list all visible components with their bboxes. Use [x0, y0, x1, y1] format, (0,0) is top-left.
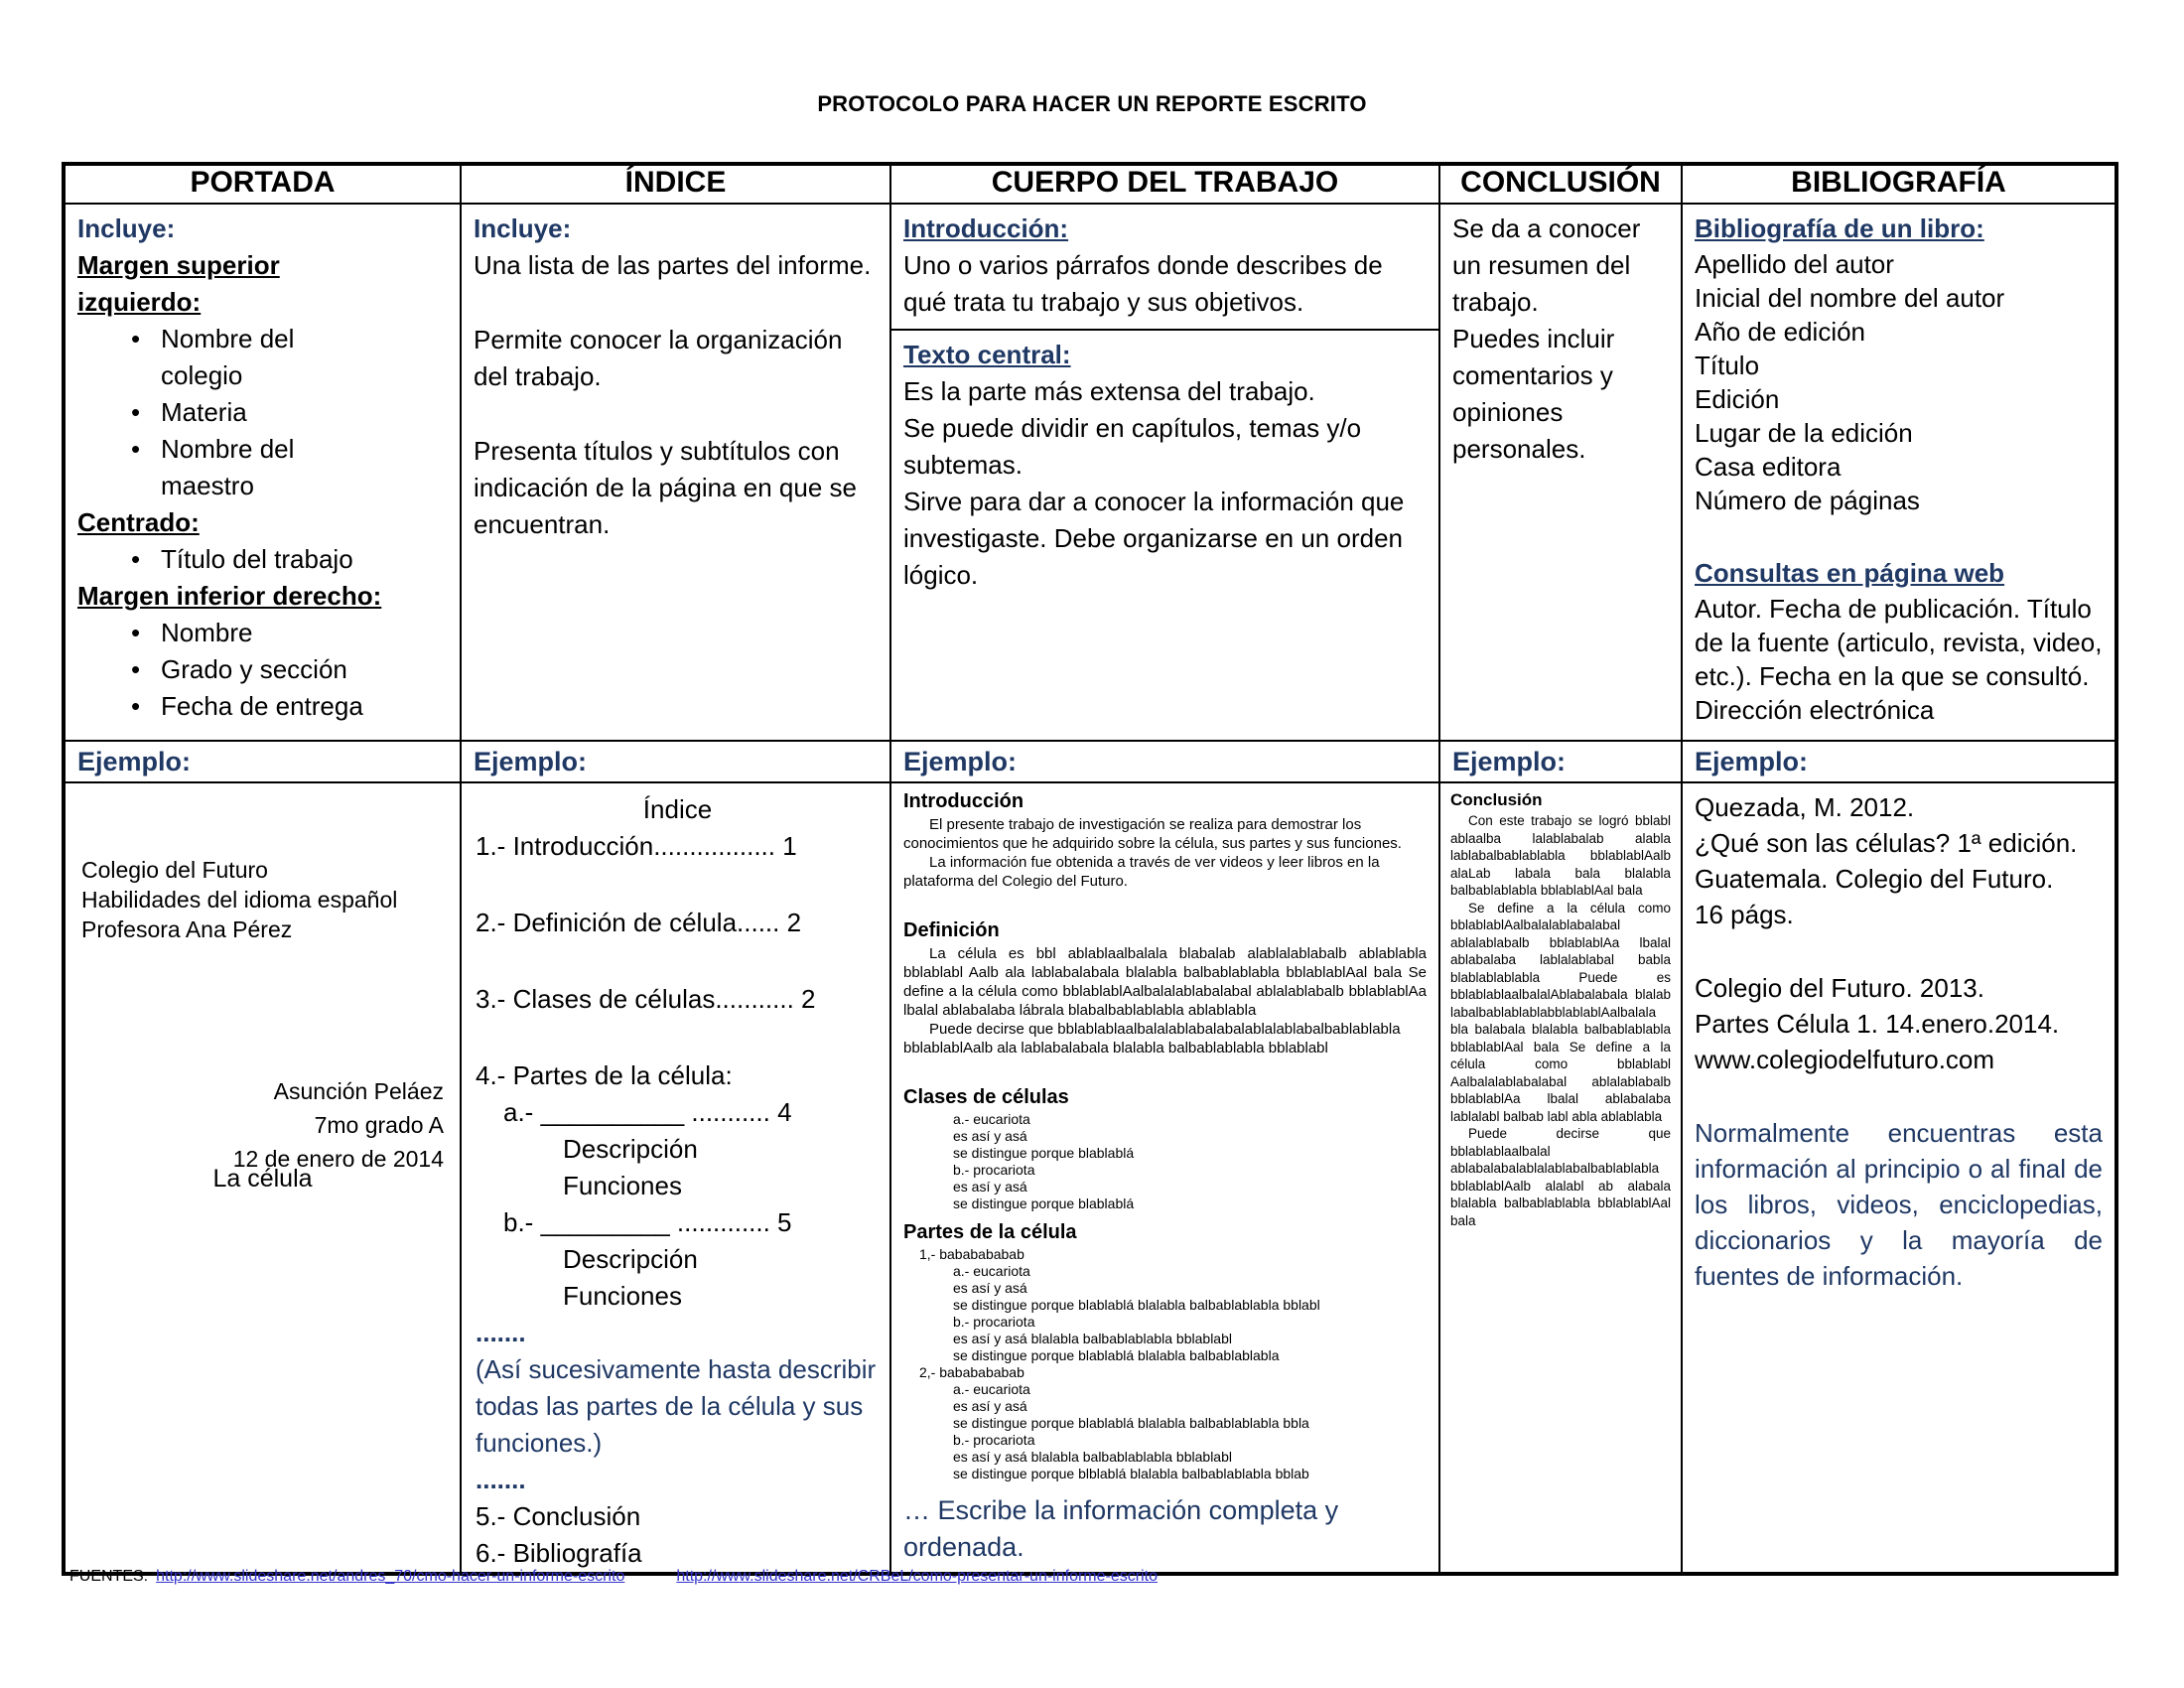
col-header-indice: ÍNDICE	[461, 164, 890, 204]
indice-ejemplo-cell	[461, 741, 890, 782]
bibliografia-instructions-cell	[1682, 204, 2116, 741]
indice-paragraph: Permite conocer la organización del trabajo.	[474, 325, 843, 391]
cuerpo-example-parte2-lines	[903, 1381, 1427, 1482]
cuerpo-example-line: se distingue porque blablablá blalabla balbablablabla bblabl	[953, 1297, 1320, 1313]
portada-example-author-block	[233, 1074, 444, 1176]
cuerpo-texto-central-section	[891, 331, 1438, 598]
bibliografia-libro-field: Título	[1695, 351, 1760, 380]
portada-example-school-block	[81, 855, 460, 944]
cuerpo-example-line: se distingue porque blablablá blalabla balbablablabla bbla	[953, 1415, 1309, 1431]
col-header-bibliografia: BIBLIOGRAFÍA	[1682, 164, 2116, 204]
bibliografia-example-line: 16 págs.	[1695, 900, 1794, 929]
conclusion-ejemplo-label: Ejemplo:	[1452, 747, 1567, 776]
cuerpo-example-line: es así y asá blalabla balbablablabla bblablabl	[953, 1449, 1232, 1465]
ejemplo-label-row	[64, 741, 2116, 782]
portada-instructions-cell	[64, 204, 461, 741]
header-row	[64, 164, 2116, 204]
bibliografia-libro-field: Lugar de la edición	[1695, 418, 1913, 448]
indice-ejemplo-label: Ejemplo:	[474, 747, 588, 776]
cuerpo-example-partes-heading: Partes de la célula	[903, 1221, 1077, 1243]
indice-paragraph: Una lista de las partes del informe.	[474, 250, 872, 280]
cuerpo-example-paragraph: La célula es bbl ablablaalbalala blabalab alablalablabalb ablablabla bblablabl Aalb ala lablabalabala blalabla balbablablabla bblablablAal bala Se define a la célula como bblablablAalbalalablabalabal ablalablabalb bblablablAa lbalal ablabalaba lábrala blabalbablablabla ablablabla	[903, 945, 1427, 1019]
portada-margen-inferior-list	[77, 615, 448, 725]
indice-example-entry: 5.- Conclusión	[476, 1501, 641, 1531]
cuerpo-example-line: a.- eucariota	[953, 1111, 1030, 1127]
bibliografia-example-line: Guatemala. Colegio del Futuro.	[1695, 864, 2054, 894]
cuerpo-example-parte2-label: 2,- bababababab	[919, 1364, 1024, 1380]
indice-paragraph: Presenta títulos y subtítulos con indicación de la página en que se encuentran.	[474, 436, 857, 539]
indice-example-sub-a-lines	[476, 1131, 880, 1204]
conclusion-instructions-cell	[1439, 204, 1682, 741]
conclusion-example-paragraph: Se define a la célula como bblablablAalbalalablabalabal ablalablabalb bblablablAa lbalal ablabalaba lablalablabal babla blablablablabla Puede es bblablablaalbalalAblabalabala blalab labalbablablablabblablablAalbalala bla balabala blalabla balbablablabla bblablablAal bala Se define a la célula como bblablabl Aalbalalablabalabal ablalablabalb bblablablAa lbalal ablabalaba lablalabl balbab labl abla ablablabla	[1450, 900, 1671, 1124]
bibliografia-libro-field: Inicial del nombre del autor	[1695, 283, 2005, 313]
bullet-item: • Materia	[129, 394, 374, 431]
col-header-cuerpo: CUERPO DEL TRABAJO	[890, 164, 1439, 204]
portada-example-author-line: 12 de enero de 2014	[232, 1146, 444, 1172]
conclusion-paragraph: Se da a conocer un resumen del trabajo.	[1452, 213, 1641, 317]
portada-example-author-line: Asunción Peláez	[273, 1078, 444, 1104]
cuerpo-example-line: se distingue porque blablablá blalabla balbablablabla	[953, 1347, 1280, 1363]
bibliografia-libro-heading: Bibliografía de un libro:	[1695, 213, 1984, 243]
indice-instructions-cell	[461, 204, 890, 741]
portada-incluye-label: Incluye:	[77, 213, 176, 243]
bibliografia-example-book-block	[1695, 789, 2103, 932]
indice-example-entry: 2.- Definición de célula...... 2	[476, 908, 802, 937]
spacer	[903, 891, 1427, 911]
col-header-conclusion: CONCLUSIÓN	[1439, 164, 1682, 204]
bibliografia-libro-field: Apellido del autor	[1695, 249, 1894, 279]
indice-example-dots: .......	[476, 1465, 526, 1494]
bibliografia-ejemplo-label: Ejemplo:	[1695, 747, 1809, 776]
portada-example-author-line: 7mo grado A	[314, 1112, 444, 1138]
source-link-1[interactable]: http://www.slideshare.net/andres_70/cmo-hacer-un-informe-escrito	[156, 1568, 625, 1585]
spacer	[1695, 932, 2103, 970]
indice-example-cell	[461, 782, 890, 1574]
cuerpo-instructions-cell	[890, 204, 1439, 741]
instructions-row	[64, 204, 2116, 741]
bibliografia-libro-field: Edición	[1695, 384, 1780, 414]
cuerpo-example-line: a.- eucariota	[953, 1263, 1030, 1279]
portada-ejemplo-label: Ejemplo:	[77, 747, 192, 776]
bibliografia-libro-fields	[1695, 247, 2103, 517]
portada-margen-superior-list	[77, 321, 448, 504]
bibliografia-libro-field: Año de edición	[1695, 317, 1866, 347]
bullet-item: • Grado y sección	[129, 651, 374, 688]
indice-example-entry: 6.- Bibliografía	[476, 1538, 642, 1568]
cuerpo-example-clases-heading: Clases de células	[903, 1086, 1069, 1108]
portada-example-school-line: Profesora Ana Pérez	[81, 916, 293, 942]
conclusion-example-paragraph: Puede decirse que bblablablaalbalal ablabalabalablalablabalbablablabla bblablablAalb alalabl ab alabala blalabla balbablablabla bblablablAal bala	[1450, 1126, 1671, 1228]
cuerpo-example-line: se distingue porque blblablá blalabla balbablablabla bblab	[953, 1466, 1309, 1481]
cuerpo-introduccion-heading: Introducción:	[903, 213, 1069, 243]
cuerpo-example-line: se distingue porque blablablá	[953, 1145, 1135, 1161]
cuerpo-example-clases-lines	[903, 1111, 1427, 1212]
bibliografia-example-line: Partes Célula 1. 14.enero.2014.	[1695, 1009, 2060, 1039]
cuerpo-example-paragraph: El presente trabajo de investigación se realiza para demostrar los conocimientos que he adquirido sobre la célula, sus partes y sus funciones.	[903, 816, 1402, 852]
cuerpo-example-line: es así y asá	[953, 1398, 1027, 1414]
spacer	[903, 1057, 1427, 1077]
portada-margen-superior-heading: Margen superior izquierdo:	[77, 250, 280, 317]
cuerpo-example-line: a.- eucariota	[953, 1381, 1030, 1397]
source-link-2[interactable]: http://www.slideshare.net/CRBeL/como-presentar-un-informe-escrito	[676, 1568, 1158, 1585]
portada-margen-inferior-heading: Margen inferior derecho:	[77, 581, 382, 611]
cuerpo-texto-central-line: Sirve para dar a conocer la información que investigaste. Debe organizarse en un orden lógico.	[903, 487, 1405, 590]
cuerpo-introduccion-text: Uno o varios párrafos donde describes de qué trata tu trabajo y sus objetivos.	[903, 250, 1383, 317]
portada-example-cell	[64, 782, 461, 1574]
conclusion-example-paragraph: Con este trabajo se logró bblabl ablaalba lalablabalab alabla lablabalbablablabla bblablablAalb alaLab labala bala blalabla balbablablabla bblablablAal bala	[1450, 813, 1671, 898]
page-title: PROTOCOLO PARA HACER UN REPORTE ESCRITO	[817, 91, 1367, 116]
cuerpo-example-parte1-lines	[903, 1263, 1427, 1364]
cuerpo-example-line: es así y asá blalabla balbablablabla bblablabl	[953, 1331, 1232, 1346]
cuerpo-introduccion-section	[891, 205, 1438, 331]
cuerpo-example-line: es así y asá	[953, 1128, 1027, 1144]
indice-example-heading: Índice	[642, 794, 713, 824]
sources-footer	[69, 1568, 1158, 1586]
cuerpo-example-line: se distingue porque blablablá	[953, 1196, 1135, 1211]
cuerpo-example-line: es así y asá	[953, 1179, 1027, 1195]
indice-incluye-label: Incluye:	[474, 213, 572, 243]
portada-ejemplo-cell	[64, 741, 461, 782]
bibliografia-example-cell	[1682, 782, 2116, 1574]
cuerpo-ejemplo-label: Ejemplo:	[903, 747, 1018, 776]
bibliografia-libro-field: Número de páginas	[1695, 486, 1920, 515]
bibliografia-example-line: www.colegiodelfuturo.com	[1695, 1045, 1995, 1074]
indice-example-note: (Así sucesivamente hasta describir todas las partes de la célula y sus funciones.)	[476, 1354, 877, 1458]
cuerpo-example-line: b.- procariota	[953, 1314, 1035, 1330]
bibliografia-example-line: Quezada, M. 2012.	[1695, 792, 1915, 822]
bibliografia-example-note: Normalmente encuentras esta información al principio o al final de los libros, videos, enciclopedias, diccionarios y la mayoría de fuentes de información.	[1695, 1118, 2103, 1291]
cuerpo-example-line: b.- procariota	[953, 1432, 1035, 1448]
indice-example-subline: Descripción	[563, 1244, 698, 1274]
indice-example-entry: 4.- Partes de la célula:	[476, 1060, 733, 1090]
indice-example-subline: Descripción	[563, 1134, 698, 1164]
portada-example-school-line: Colegio del Futuro	[81, 857, 268, 883]
cuerpo-example-line: es así y asá	[953, 1280, 1027, 1296]
cuerpo-texto-central-line: Es la parte más extensa del trabajo.	[903, 376, 1315, 406]
example-row	[64, 782, 2116, 1574]
conclusion-example-heading: Conclusión	[1450, 790, 1543, 809]
cuerpo-example-paragraph: Puede decirse que bblablablaalbalalablabalabalablalablabalbablablabla bblablablAalb ala lablabalabala blalabla balbablablabla bblablabl	[903, 1021, 1401, 1056]
cuerpo-example-note: … Escribe la información completa y ordenada.	[903, 1495, 1339, 1562]
conclusion-paragraph: Puedes incluir comentarios y opiniones personales.	[1452, 324, 1615, 464]
portada-example-school-line: Habilidades del idioma español	[81, 887, 398, 913]
bullet-item: • Nombre	[129, 615, 374, 651]
conclusion-example-cell	[1439, 782, 1682, 1574]
cuerpo-ejemplo-cell	[890, 741, 1439, 782]
sources-label: FUENTES:	[69, 1568, 149, 1585]
bibliografia-web-heading: Consultas en página web	[1695, 558, 2005, 588]
portada-centrado-heading: Centrado:	[77, 507, 200, 537]
spacer	[1695, 1077, 2103, 1115]
conclusion-ejemplo-cell	[1439, 741, 1682, 782]
bibliografia-example-line: Colegio del Futuro. 2013.	[1695, 973, 1984, 1003]
bullet-item: • Fecha de entrega	[129, 688, 374, 725]
indice-example-subline: Funciones	[563, 1171, 682, 1200]
cuerpo-example-def-heading: Definición	[903, 919, 1000, 941]
bibliografia-example-web-block	[1695, 970, 2103, 1077]
spacer	[1695, 517, 2103, 555]
bullet-item: • Nombre del colegio	[129, 321, 374, 394]
bullet-item: • Nombre del maestro	[129, 431, 374, 504]
indice-example-subline: Funciones	[563, 1281, 682, 1311]
bullet-item: • Título del trabajo	[129, 541, 448, 578]
cuerpo-texto-central-line: Se puede dividir en capítulos, temas y/o subtemas.	[903, 413, 1362, 480]
bibliografia-example-line: ¿Qué son las células? 1ª edición.	[1695, 828, 2078, 858]
indice-example-entry: 1.- Introducción................. 1	[476, 831, 797, 861]
indice-example-entry: 3.- Clases de células........... 2	[476, 984, 816, 1014]
indice-example-sub-b-lines	[476, 1241, 880, 1315]
bibliografia-web-text: Autor. Fecha de publicación. Título de la fuente (articulo, revista, video, etc.). Fecha en la que se consultó. Dirección electrónica	[1695, 594, 2103, 725]
indice-example-dots: .......	[476, 1318, 526, 1347]
cuerpo-texto-central-heading: Texto central:	[903, 340, 1071, 369]
cuerpo-example-paragraph: La información fue obtenida a través de ver videos y leer libros en la plataforma del Colegio del Futuro.	[903, 854, 1380, 890]
cuerpo-example-intro-heading: Introducción	[903, 790, 1024, 812]
indice-example-subentry-b: b.- _________ ............. 5	[503, 1207, 792, 1237]
protocol-table	[62, 162, 2118, 1576]
cuerpo-example-parte1-label: 1,- bababababab	[919, 1246, 1024, 1262]
indice-example-subentry-a: a.- __________ ........... 4	[503, 1097, 792, 1127]
bibliografia-libro-field: Casa editora	[1695, 452, 1842, 482]
bibliografia-ejemplo-cell	[1682, 741, 2116, 782]
portada-centrado-list	[77, 541, 448, 578]
col-header-portada: PORTADA	[64, 164, 461, 204]
cuerpo-example-line: b.- procariota	[953, 1162, 1035, 1178]
portada-example-work-title: La célula	[212, 1165, 313, 1193]
cuerpo-example-cell	[890, 782, 1439, 1574]
